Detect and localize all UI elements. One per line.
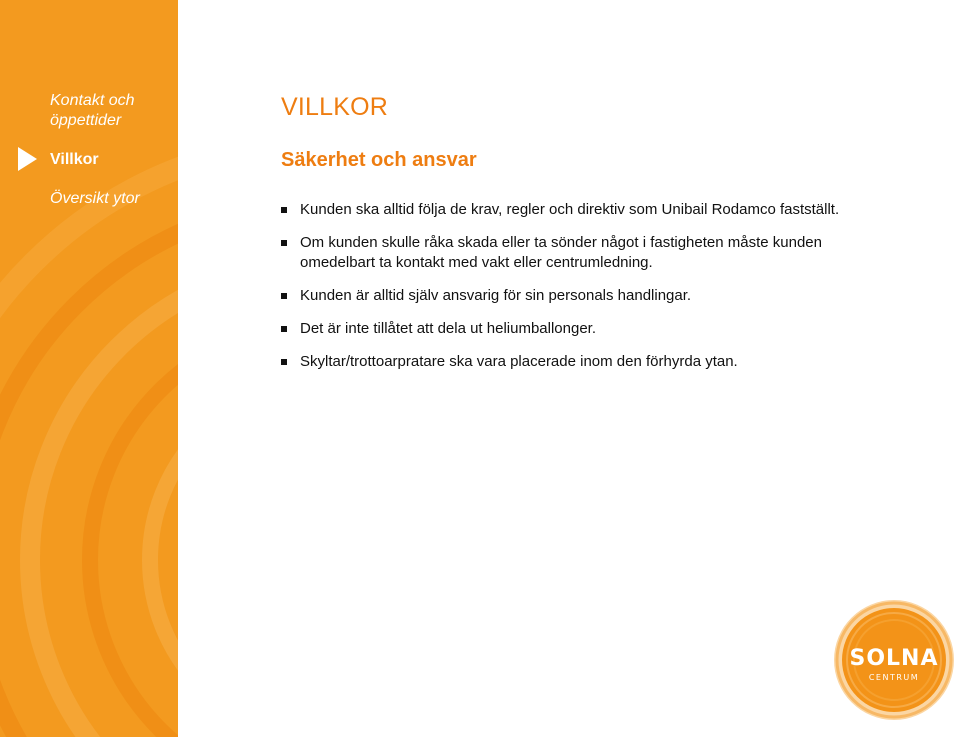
- triangle-right-icon: [18, 147, 37, 171]
- square-bullet-icon: [281, 293, 287, 299]
- list-item: [281, 319, 901, 339]
- list-item-text: Skyltar/trottoarpratare ska vara placerade inom den förhyrda ytan.: [300, 353, 738, 370]
- square-bullet-icon: [281, 359, 287, 365]
- list-item-text: Om kunden skulle råka skada eller ta sönder något i fastigheten måste kunden omedelbart ta kontakt med vakt eller centrumledning.: [300, 234, 822, 271]
- list-item: [281, 352, 901, 372]
- page-title: VILLKOR: [281, 93, 389, 121]
- terms-list: [281, 200, 901, 385]
- list-item: [281, 200, 901, 220]
- sidebar: [0, 0, 178, 737]
- nav-item-terms[interactable]: Villkor: [50, 151, 99, 168]
- list-item-text: Kunden ska alltid följa de krav, regler och direktiv som Unibail Rodamco fastställt.: [300, 201, 840, 218]
- square-bullet-icon: [281, 207, 287, 213]
- list-item: [281, 286, 901, 306]
- list-item-text: Kunden är alltid själv ansvarig för sin personals handlingar.: [300, 287, 692, 304]
- logo-name: SOLNA: [849, 646, 939, 671]
- list-item-text: Det är inte tillåtet att dela ut heliumballonger.: [300, 320, 597, 337]
- solna-centrum-logo: [832, 598, 956, 722]
- square-bullet-icon: [281, 240, 287, 246]
- nav-item-contact[interactable]: Kontakt och öppettider: [50, 92, 135, 129]
- list-item: [281, 233, 901, 273]
- section-title: Säkerhet och ansvar: [281, 149, 477, 171]
- nav-item-overview[interactable]: Översikt ytor: [50, 190, 140, 207]
- square-bullet-icon: [281, 326, 287, 332]
- logo-sub: CENTRUM: [868, 673, 920, 682]
